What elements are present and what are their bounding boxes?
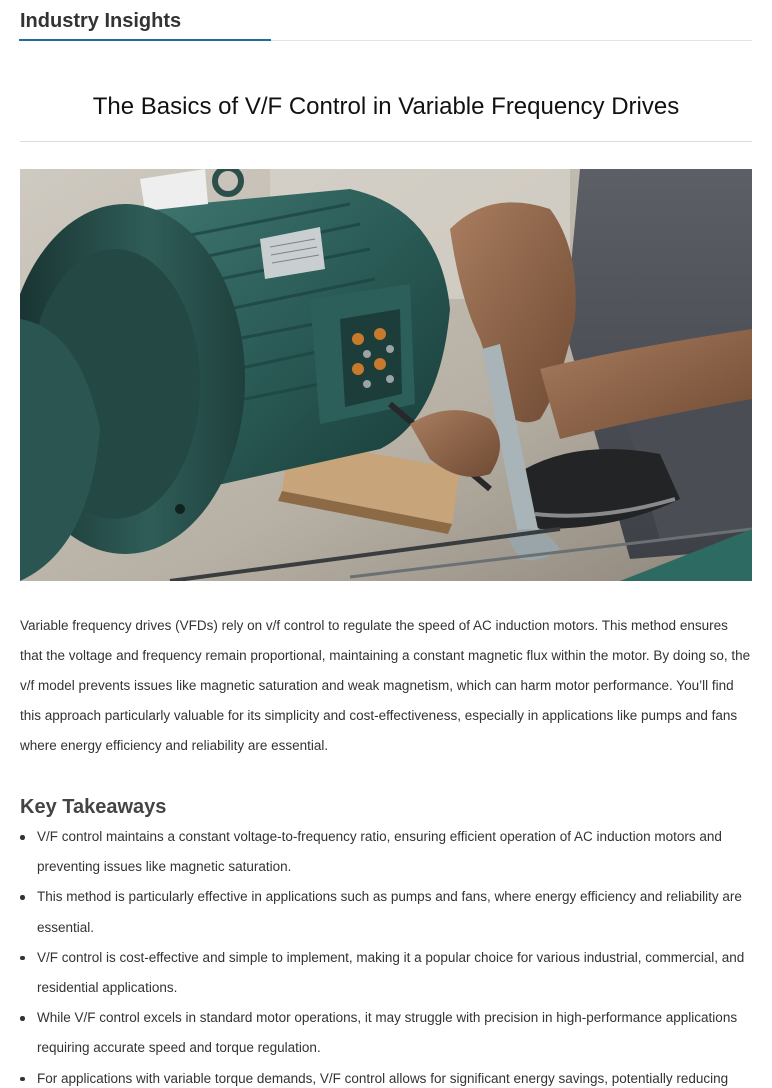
list-item [20,882,752,942]
intro-paragraph: Variable frequency drives (VFDs) rely on v/f control to regulate the speed of AC induction motors. This method ensures that the voltage and frequency remain proportional, maintaining a constant magnetic flux within the motor. By doing so, the v/f model prevents issues like magnetic saturation and weak magnetism, which can harm motor performance. You’ll find this approach particularly valuable for its simplicity and cost-effectiveness, especially in applications like pumps and fans where energy efficiency and reliability are essential. [20,618,751,753]
list-item-text: While V/F control excels in standard motor operations, it may struggle with precision in high-performance applications requiring accurate speed and torque regulation. [37,1010,738,1056]
bullet-icon [20,1016,25,1021]
list-item-text: For applications with variable torque demands, V/F control allows for significant energy savings, potentially reducing [37,1070,729,1086]
section-header [20,0,752,41]
list-item [20,943,752,1003]
bullet-icon [20,895,25,900]
section-title: Industry Insights [20,10,182,32]
key-takeaways-list [20,822,752,1088]
list-item-text: V/F control maintains a constant voltage-to-frequency ratio, ensuring efficient operation of AC induction motors and preventing issues like magnetic saturation. [37,829,722,875]
section-title-underline [19,39,271,41]
motor-repair-photo [20,169,752,581]
hero-image [20,169,752,581]
article-title: The Basics of V/F Control in Variable Frequency Drives [20,41,752,142]
article-page [20,0,752,1086]
list-item [20,1003,752,1063]
key-takeaways-heading: Key Takeaways [20,796,167,818]
list-item [20,1064,752,1088]
bullet-icon [20,1077,25,1082]
list-item [20,822,752,882]
bullet-icon [20,956,25,961]
list-item-text: V/F control is cost-effective and simple to implement, making it a popular choice for various industrial, commercial, and residential applications. [37,949,745,996]
bullet-icon [20,835,25,840]
list-item-text: This method is particularly effective in applications such as pumps and fans, where energy efficiency and reliability are essential. [37,889,742,935]
